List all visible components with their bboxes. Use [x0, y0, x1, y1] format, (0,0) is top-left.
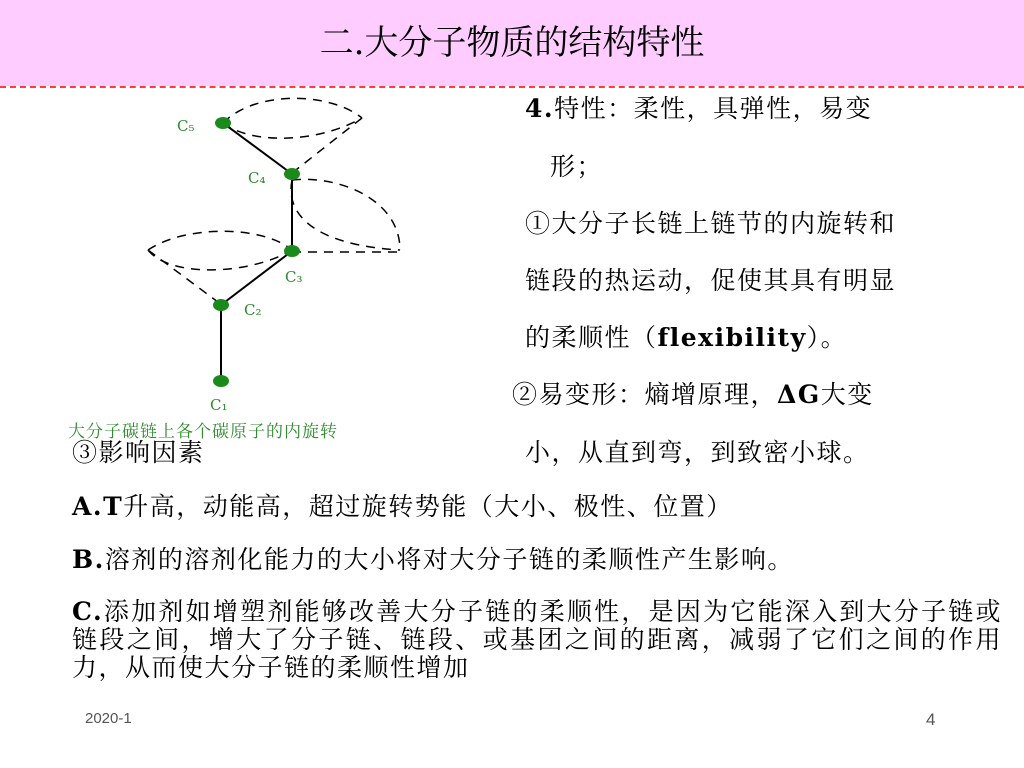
point2-text: ②易变形：熵增原理，: [512, 380, 778, 409]
atom-c5: [215, 117, 231, 129]
factors-heading: ③影响因素: [72, 438, 205, 467]
rotation-cone-c4-upper: [223, 98, 362, 123]
label-c1: C₁: [210, 396, 228, 414]
point2-line1: [512, 380, 874, 410]
property-heading: [525, 94, 872, 124]
label-c2: C₂: [244, 301, 262, 319]
property-number: 4.: [525, 94, 555, 123]
factor-a-text: 升高，动能高，超过旋转势能（大小、极性、位置）: [123, 492, 733, 521]
atom-c4: [284, 168, 300, 180]
flexibility-term: flexibility: [657, 323, 807, 352]
rotation-cone-c4-lower: [223, 118, 362, 138]
diagram-caption: 大分子碳链上各个碳原子的内旋转: [68, 422, 338, 442]
property-text-cont: 形；: [550, 152, 604, 181]
factor-c-text: 添加剂如增塑剂能够改善大分子链的柔顺性，是因为它能深入到大分子链或链段之间，增大了分子链、链段、或基团之间的距离，减弱了它们之间的作用力，从而使大分子链的柔顺性增加: [72, 597, 1002, 682]
point1-line2: 链段的热运动，促使其具有明显: [525, 266, 897, 295]
factor-b-text: 溶剂的溶剂化能力的大小将对大分子链的柔顺性产生影响。: [104, 545, 794, 574]
rotation-cone-c3-lower: [291, 180, 400, 250]
delta-g-term: ΔG: [777, 380, 821, 409]
bond-c4-c5: [223, 123, 292, 174]
factor-a: [72, 492, 733, 522]
point1-line1: ①大分子长链上链节的内旋转和: [525, 209, 897, 238]
point1-line3: [525, 323, 847, 353]
rotation-cone-c2-upper: [148, 231, 292, 250]
rotation-cone-c4-side: [292, 118, 362, 173]
rotation-cone-c2-side: [148, 250, 222, 305]
factor-a-label: A.T: [72, 492, 124, 521]
footer-date: 2020-1: [85, 710, 132, 727]
factor-b-label: B.: [72, 545, 105, 574]
atom-c3: [284, 245, 300, 257]
point2-line2: 小，从直到弯，到致密小球。: [525, 438, 870, 467]
point1-end: ）。: [806, 323, 848, 352]
factor-b: [72, 545, 794, 575]
atom-c2: [213, 299, 229, 311]
atom-c1: [213, 375, 229, 387]
label-c4: C₄: [248, 169, 266, 187]
carbon-chain-diagram: [0, 0, 520, 440]
property-text: 特性：柔性，具弹性，易变: [554, 94, 873, 123]
label-c5: C₅: [177, 117, 195, 135]
rotation-cone-c3-upper: [292, 179, 400, 250]
label-c3: C₃: [285, 268, 303, 286]
bond-c2-c3: [221, 251, 292, 305]
point2-text-cont: 大变: [820, 380, 874, 409]
factor-c-label: C.: [72, 597, 104, 626]
page-number: 4: [926, 710, 936, 729]
point1-text: 的柔顺性（: [525, 323, 658, 352]
factor-c: [72, 598, 1002, 682]
slide-title: 二.大分子物质的结构特性: [319, 23, 705, 63]
